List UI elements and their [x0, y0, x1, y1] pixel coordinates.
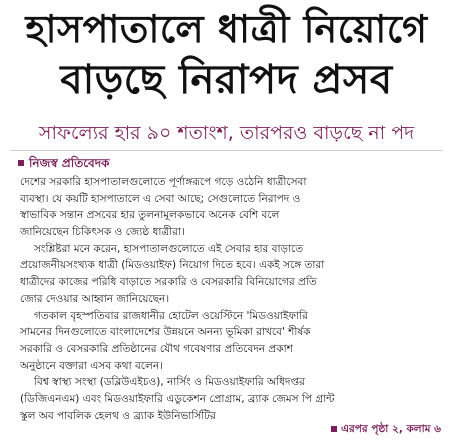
- body-line: বিশ্ব স্বাস্থ্য সংস্থা (ডব্লিউএইচও), নার্সিং ও মিডওয়াইফারি অধিদপ্তর: [34, 376, 305, 389]
- body-line: প্রয়োজনীয়সংখ্যক ধাত্রী (মিডওয়াইফ) নিয়োগ দিতে হবে। একই সঙ্গে তারা: [20, 259, 325, 272]
- byline-bullet-icon: [18, 160, 24, 166]
- body-line: (ডিজিএনএম) এবং মিডওয়াইফারি এডুকেশন প্রোগ্রাম, ব্র্যাক জেমস পি গ্রান্ট: [20, 392, 335, 405]
- byline: [18, 157, 109, 169]
- body-line: দেশের সরকারি হাসপাতালগুলোতে পূর্ণাঙ্গরূপে গড়ে ওঠেনি ধাত্রীসেবা: [20, 176, 307, 188]
- divider: [10, 150, 443, 151]
- headline-line-2: বাড়ছে নিরাপদ প্রসব: [60, 57, 393, 103]
- continued-text: এরপর পৃষ্ঠা ২, কলাম ৬: [341, 423, 441, 435]
- body-line: জোর দেওয়ার আহ্বান জানিয়েছেন।: [20, 292, 170, 305]
- continued-note: [327, 421, 441, 438]
- article-body: [20, 174, 440, 424]
- body-line: ধাত্রীদের কাজের পরিধি বাড়াতে সরকারি ও বেসরকারি বিনিয়োগের প্রতি: [20, 276, 317, 289]
- body-line: সংশ্লিষ্টরা মনে করেন, হাসপাতালগুলোতে এই সেবার হার বাড়াতে: [34, 242, 304, 255]
- body-line: ব্যবস্থা। যে কয়টি হাসপাতালে এ সেবা আছে; সেগুলোতে নিরাপদ ও: [20, 192, 301, 205]
- body-line: গতকাল বৃহস্পতিবার রাজধানীর হোটেল ওয়েস্টিনে 'মিডওয়াইফারি: [34, 309, 308, 322]
- body-line: স্কুল অব পাবলিক হেলথ ও ব্র্যাক ইউনিভার্সিটির: [20, 409, 216, 422]
- subheadline: সাফল্যের হার ৯০ শতাংশ, তারপরও বাড়ছে না পদ: [38, 122, 415, 144]
- body-line: সামনের দিনগুলোতে বাংলাদেশের উন্নয়নে অনন্য ভূমিকা রাখবে' শীর্ষক: [20, 326, 311, 339]
- body-line: জানিয়েছেন চিকিৎসক ও জ্যেষ্ঠ ধাত্রীরা।: [20, 226, 185, 239]
- headline-line-1: হাসপাতালে ধাত্রী নিয়োগে: [25, 7, 428, 51]
- body-line: সরকারি ও বেসরকারি প্রতিষ্ঠানের যৌথ গবেষণার প্রতিবেদন প্রকাশ: [20, 342, 293, 355]
- body-line: অনুষ্ঠানে বক্তারা এসব কথা বলেন।: [20, 359, 163, 372]
- body-line: স্বাভাবিক সন্তান প্রসবের হার তুলনামূলকভাবে অনেক বেশি বলে: [20, 209, 280, 222]
- continued-bullet-icon: [331, 426, 337, 432]
- byline-text: নিজস্ব প্রতিবেদক: [29, 156, 110, 170]
